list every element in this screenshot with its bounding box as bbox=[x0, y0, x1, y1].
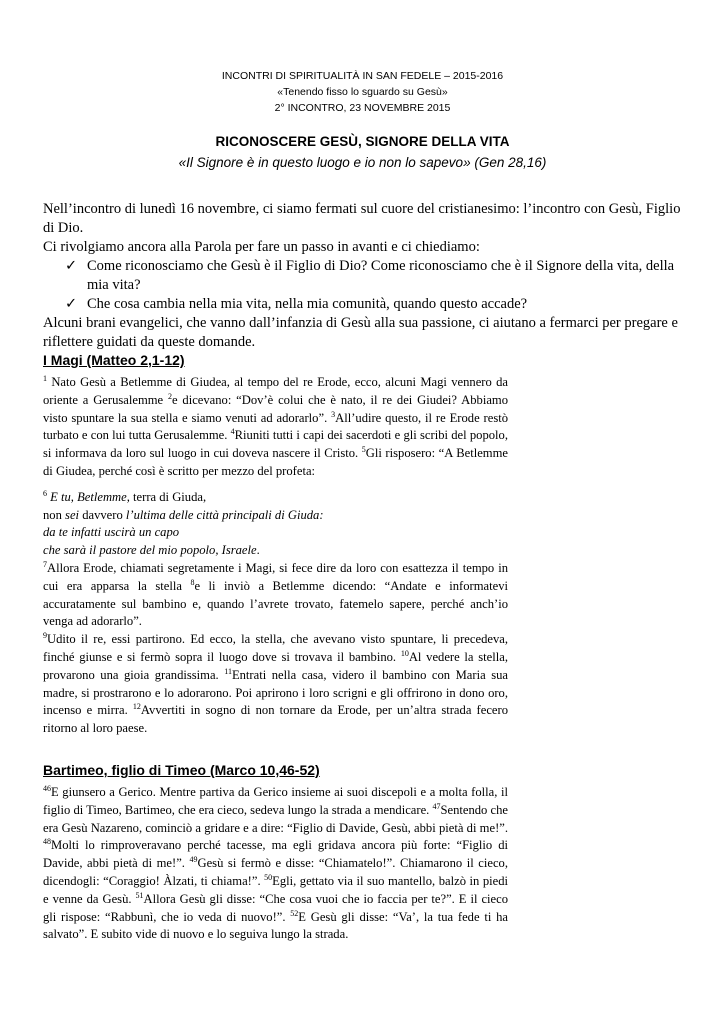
quote-line bbox=[43, 507, 508, 525]
verse-text: Riuniti tutti i capi dei sacerdoti e gli scribi del popolo, si informava da loro sul luogo in cui doveva nascere il Cristo. bbox=[43, 428, 508, 461]
verse-number: 10 bbox=[400, 648, 409, 658]
intro-question-lead: Ci rivolgiamo ancora alla Parola per fare un passo in avanti e ci chiediamo: bbox=[43, 239, 480, 255]
quote-text: E tu, Betlemme, bbox=[47, 489, 130, 504]
passage-bartimeo bbox=[43, 784, 508, 944]
verse-text: Nato Gesù a Betlemme di Giudea, al tempo del re Erode, ecco, alcuni Magi vennero da oriente a Gerusalemme bbox=[43, 375, 508, 407]
verse-number: 48 bbox=[43, 837, 51, 847]
question-item bbox=[65, 295, 683, 314]
verse-block bbox=[43, 374, 508, 481]
verse-text: All’udire questo, il re Erode restò turbato e con lui tutta Gerusalemme. bbox=[43, 410, 509, 443]
intro-closing: Alcuni brani evangelici, che vanno dall’infanzia di Gesù alla sua passione, ci aiutano a fermarci per pregare e riflettere guidati da queste domande. bbox=[43, 315, 678, 350]
verse-number: 6 bbox=[43, 488, 47, 498]
quote-line bbox=[43, 489, 508, 507]
verse-block bbox=[43, 560, 508, 631]
verse-number: 46 bbox=[43, 783, 51, 793]
verse-number: 5 bbox=[361, 445, 366, 454]
verse-text: Gesù si fermò e disse: “Chiamatelo!”. Chiamarono il cieco, dicendogli: “Coraggio! Àlzati, ti chiama!”. bbox=[43, 856, 508, 888]
verse-number: 52 bbox=[290, 908, 299, 918]
verse-number: 2 bbox=[167, 391, 172, 401]
verse-number: 11 bbox=[224, 666, 232, 676]
intro-section bbox=[43, 200, 683, 352]
verse-text: Molti lo rimproveravano perché tacesse, ma egli gridava ancora più forte: “Figlio di Davide, abbi pietà di me!”. bbox=[43, 838, 508, 871]
verse-text: Al vedere la stella, provarono una gioia grandissima. bbox=[43, 649, 508, 682]
section-title-bartimeo: Bartimeo, figlio di Timeo (Marco 10,46-52) bbox=[43, 762, 320, 778]
question-item bbox=[65, 257, 683, 295]
quote-text: non bbox=[43, 507, 66, 522]
passage-magi bbox=[43, 374, 508, 738]
question-text: Come riconosciamo che Gesù è il Figlio di Dio? Come riconosciamo che è il Signore della vita, della mia vita? bbox=[87, 258, 675, 293]
verse-block bbox=[43, 631, 508, 738]
verse-text: Sentendo che era Gesù Nazareno, cominciò a gridare e a dire: “Figlio di Davide, Gesù, abbi pietà di me!”. bbox=[43, 802, 508, 835]
checkmark-icon: ✓ bbox=[65, 296, 78, 312]
verse-text: Entrati nella casa, videro il bambino con Maria sua madre, si prostrarono e lo adorarono. Poi aprirono i loro scrigni e gli offrirono in dono oro, incenso e mirra. bbox=[43, 667, 508, 718]
quote-text: terra di Giuda, bbox=[129, 489, 207, 504]
verse-text: E Gesù gli disse: “Va’, la tua fede ti ha salvato”. E subito vide di nuovo e lo seguiva lungo la strada. bbox=[43, 909, 508, 942]
verse-text: Allora Gesù gli disse: “Che cosa vuoi che io faccia per te?”. E il cieco gli rispose: “Rabbunì, che io veda di nuovo!”. bbox=[43, 891, 509, 924]
verse-text: Avvertiti in sogno di non tornare da Erode, per un’altra strada fecero ritorno al loro paese. bbox=[43, 703, 508, 736]
quote-line bbox=[43, 542, 508, 560]
verse-text: e li inviò a Betlemme dicendo: “Andate e informatevi accuratamente sul bambino e, quando l’avrete trovato, fatemelo sapere, perché anch’io venga ad adorarlo”. bbox=[43, 578, 508, 629]
verse-text: Allora Erode, chiamati segretamente i Magi, si fece dire da loro con esattezza il tempo in cui era apparsa la stella bbox=[43, 560, 508, 593]
document-title: RICONOSCERE GESÙ, SIGNORE DELLA VITA bbox=[215, 134, 510, 149]
verse-number: 1 bbox=[43, 373, 47, 383]
quote-text: davvero bbox=[79, 507, 126, 522]
quote-text: che sarà il pastore del mio popolo, Israele bbox=[43, 543, 257, 558]
checkmark-icon: ✓ bbox=[65, 258, 78, 274]
verse-number: 50 bbox=[264, 872, 273, 882]
header-meeting: 2° INCONTRO, 23 NOVEMBRE 2015 bbox=[274, 102, 451, 114]
verse-number: 51 bbox=[135, 890, 144, 900]
question-list bbox=[43, 257, 683, 314]
verse-number: 9 bbox=[43, 630, 47, 640]
verse-text: Udito il re, essi partirono. Ed ecco, la stella, che avevano visto spuntare, li precedeva, finché giunse e si fermò sopra il luogo dove si trovava il bambino. bbox=[43, 632, 508, 664]
document-subtitle: «Il Signore è in questo luogo e io non lo sapevo» (Gen 28,16) bbox=[178, 155, 547, 170]
question-text: Che cosa cambia nella mia vita, nella mia comunità, quando questo accade? bbox=[87, 296, 528, 312]
verse-number: 3 bbox=[331, 409, 336, 419]
verse-number: 49 bbox=[189, 855, 198, 864]
verse-number: 12 bbox=[132, 702, 141, 712]
quote-text: . bbox=[256, 543, 260, 558]
verse-block bbox=[43, 784, 508, 944]
header-series: INCONTRI DI SPIRITUALITÀ IN SAN FEDELE – 2015-2016 bbox=[221, 70, 504, 82]
document-title-block bbox=[0, 131, 725, 173]
verse-number: 4 bbox=[230, 427, 235, 437]
document-header bbox=[0, 68, 725, 116]
section-title-magi: I Magi (Matteo 2,1-12) bbox=[43, 352, 185, 368]
header-theme: «Tenendo fisso lo sguardo su Gesù» bbox=[277, 86, 448, 98]
verse-text: Egli, gettato via il suo mantello, balzò in piedi e venne da Gesù. bbox=[43, 873, 509, 906]
intro-paragraph: Nell’incontro di lunedì 16 novembre, ci siamo fermati sul cuore del cristianesimo: l’incontro con Gesù, Figlio di Dio. bbox=[43, 201, 681, 236]
verse-number: 8 bbox=[190, 577, 195, 587]
verse-text: Gli risposero: “A Betlemme di Giudea, perché così è scritto per mezzo del profeta: bbox=[43, 446, 508, 478]
verse-text: E giunsero a Gerico. Mentre partiva da Gerico insieme ai suoi discepoli e a molta folla, il figlio di Timeo, Bartimeo, che era cieco, sedeva lungo la strada a mendicare. bbox=[43, 785, 508, 817]
quote-text: sei bbox=[65, 507, 80, 522]
verse-number: 47 bbox=[432, 801, 441, 811]
verse-number: 7 bbox=[43, 559, 47, 569]
quote-line bbox=[43, 524, 508, 542]
quote-text: l’ultima delle città principali di Giuda: bbox=[125, 507, 324, 522]
verse-text: e dicevano: “Dov’è colui che è nato, il re dei Giudei? Abbiamo visto spuntare la sua stella e siamo venuti ad adorarlo”. bbox=[43, 392, 508, 425]
quote-text: da te infatti uscirà un capo bbox=[43, 525, 180, 540]
